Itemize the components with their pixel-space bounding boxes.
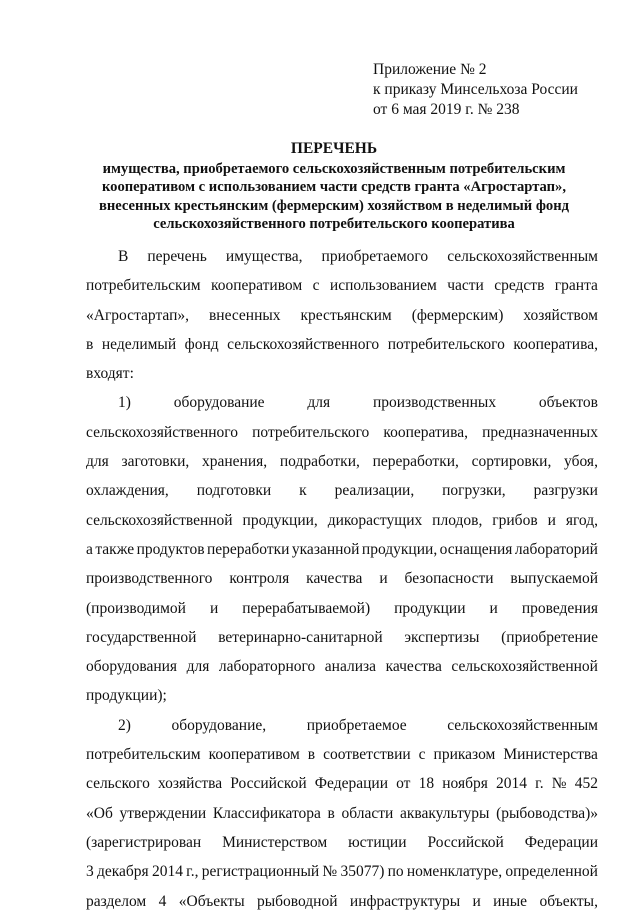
word: для: [186, 658, 210, 676]
word: Федерации: [314, 775, 388, 793]
word: сельского: [86, 775, 150, 793]
word: и: [472, 892, 481, 910]
word: Классификатора: [212, 804, 321, 822]
text-line: [86, 799, 598, 828]
word: качества: [306, 570, 363, 588]
word: г.,: [186, 863, 199, 881]
word: Федерации: [524, 833, 598, 851]
word: аквакультуры: [399, 804, 490, 822]
word: лабораторного: [218, 658, 316, 676]
word: кооперативом: [208, 746, 300, 764]
text-line: [86, 301, 598, 330]
word: погрузки,: [442, 482, 506, 500]
word: 3: [86, 863, 94, 881]
title-main: ПЕРЕЧЕНЬ: [290, 140, 378, 157]
word: хранения,: [202, 453, 268, 471]
word: ноября: [442, 775, 488, 793]
word: подработки,: [279, 453, 360, 471]
word: соответствии: [323, 746, 411, 764]
word: сельскохозяйственным: [447, 716, 598, 734]
word: сельскохозяйственным: [447, 248, 598, 265]
word: фонд: [184, 335, 219, 353]
document-body: [86, 242, 598, 916]
word: сортировки,: [471, 453, 552, 471]
text-line: [86, 476, 598, 505]
word: перерабатываемой): [242, 599, 371, 617]
word: выпускаемой: [510, 570, 598, 588]
word: иные: [493, 892, 528, 910]
word: 452: [574, 775, 598, 793]
word: ягод,: [565, 511, 598, 529]
word: для: [86, 453, 109, 471]
list-item-1: [86, 388, 598, 710]
word: Министерства: [503, 746, 598, 764]
word: 35077): [340, 863, 385, 881]
word: средств: [494, 277, 545, 295]
word: грибов: [492, 511, 538, 529]
word: в: [86, 335, 94, 353]
word: области: [341, 804, 394, 822]
word: также: [95, 540, 135, 558]
word: г.: [535, 775, 544, 793]
word: оборудование,: [171, 716, 267, 734]
text-line: [86, 564, 598, 593]
title-line: внесенных крестьянским (фермерским) хозяйством в неделимый фонд: [98, 197, 570, 214]
text-line: [86, 242, 598, 271]
word: дикорастущих: [327, 511, 423, 529]
word: и: [547, 511, 556, 529]
word: Российской: [427, 833, 504, 851]
word: юстиции: [348, 833, 407, 851]
word: потребительским: [86, 277, 201, 295]
word: и: [379, 570, 388, 588]
intro-paragraph: [86, 242, 598, 388]
list-item-2: [86, 711, 598, 916]
word: (зарегистрирован: [86, 833, 202, 851]
word: продуктов: [136, 540, 205, 558]
word: сельскохозяйственной: [86, 511, 233, 529]
word: разделом: [86, 892, 147, 910]
word: номенклатуре,: [406, 863, 503, 881]
word: Российской: [230, 775, 307, 793]
word: потребительским: [86, 746, 201, 764]
word: для: [307, 394, 331, 412]
word: указанной: [291, 540, 360, 558]
word: лабораторий: [514, 540, 598, 558]
word: Министерством: [222, 833, 328, 851]
word: и: [209, 599, 219, 617]
text-line: [86, 330, 598, 359]
word: имущества,: [225, 248, 303, 265]
word: приказом: [433, 746, 496, 764]
word: в: [307, 746, 316, 764]
text-line: [86, 447, 598, 476]
word: инфраструктуры: [349, 892, 461, 910]
word: №: [551, 775, 567, 793]
annex-header: [373, 60, 578, 120]
word: части: [447, 277, 484, 295]
title-line: имущества, приобретаемого сельскохозяйственным потребительским: [102, 160, 566, 177]
word: приобретаемое: [306, 716, 407, 734]
title-line: сельскохозяйственного потребительского кооператива: [153, 216, 515, 232]
word: безопасности: [404, 570, 494, 588]
word: «Агростартап»,: [86, 306, 190, 324]
word: кооператива,: [513, 335, 598, 353]
word: кооперативом: [211, 277, 303, 295]
word: проведения: [521, 599, 598, 617]
word: подготовки: [196, 482, 272, 500]
word: гранта: [554, 277, 598, 295]
word: плодов,: [432, 511, 483, 529]
text-line: входят:: [86, 365, 134, 383]
annex-order-ref: к приказу Минсельхоза России: [373, 81, 578, 98]
word: (фермерским): [411, 306, 504, 324]
word: объектов: [538, 394, 598, 412]
word: рыбоводной: [256, 892, 338, 910]
word: контроля: [229, 570, 290, 588]
word: хозяйством: [523, 306, 598, 324]
word: оснащения: [439, 540, 513, 558]
title-line: кооперативом с использованием части средств гранта «Агростартап»,: [101, 179, 567, 195]
word: и: [489, 599, 498, 617]
word: (приобретение: [501, 628, 598, 646]
word: анализа: [324, 658, 377, 676]
word: (рыбоводства)»: [496, 804, 598, 822]
annex-order-date: от 6 мая 2019 г. № 238: [373, 101, 520, 118]
word: «Об: [86, 804, 113, 822]
word: декабря: [96, 863, 149, 881]
word: с: [418, 746, 426, 764]
word: сельскохозяйственного: [86, 423, 239, 441]
word: 4: [158, 892, 167, 910]
word: продукции: [394, 599, 466, 617]
word: 2): [118, 716, 131, 734]
word: реализации,: [334, 482, 415, 500]
word: от: [396, 775, 411, 793]
word: переработки,: [372, 453, 459, 471]
annex-number: Приложение № 2: [373, 61, 487, 78]
text-line: [86, 711, 598, 740]
word: а: [86, 540, 93, 558]
word: хозяйства: [158, 775, 223, 793]
word: №: [322, 863, 338, 881]
word: к: [299, 482, 307, 500]
word: регистрационный: [201, 863, 320, 881]
word: оборудования: [86, 658, 178, 676]
word: оборудование: [173, 394, 265, 412]
word: производственного: [86, 570, 213, 588]
word: внесенных: [208, 306, 281, 324]
text-line: [86, 887, 598, 916]
word: приобретаемого: [321, 248, 429, 265]
word: продукции,: [361, 540, 438, 558]
word: в: [327, 804, 335, 822]
word: разгрузки: [533, 482, 598, 500]
word: неделимый: [101, 335, 177, 353]
word: 2014: [151, 863, 183, 881]
text-line: [86, 535, 598, 564]
text-line: [86, 418, 598, 447]
text-line: [86, 388, 598, 417]
text-line: [86, 740, 598, 769]
word: заготовки,: [121, 453, 190, 471]
word: 2014: [496, 775, 528, 793]
word: убоя,: [564, 453, 598, 471]
document-title: [60, 140, 608, 234]
text-line: [86, 506, 598, 535]
word: определенной: [505, 863, 598, 881]
word: кооператива,: [383, 423, 468, 441]
word: «Объекты: [178, 892, 245, 910]
word: экспертизы: [404, 628, 480, 646]
word: (производимой: [86, 599, 186, 617]
text-line: [86, 271, 598, 300]
word: ветеринарно-санитарной: [218, 628, 383, 646]
word: по: [387, 863, 404, 881]
word: сельскохозяйственной: [451, 658, 598, 676]
word: крестьянским: [300, 306, 392, 324]
text-line: продукции);: [86, 687, 167, 705]
word: переработки: [206, 540, 290, 558]
word: охлаждения,: [86, 482, 169, 500]
text-line: [86, 594, 598, 623]
word: государственной: [86, 628, 197, 646]
text-line: [86, 828, 598, 857]
word: утверждении: [119, 804, 207, 822]
word: качества: [385, 658, 442, 676]
word: потребительского: [387, 335, 505, 353]
word: сельскохозяйственного: [227, 335, 380, 353]
word: В: [118, 248, 129, 265]
word: потребительского: [252, 423, 370, 441]
word: продукции,: [242, 511, 318, 529]
word: объекты,: [539, 892, 598, 910]
word: 18: [418, 775, 435, 793]
word: производственных: [372, 394, 497, 412]
text-line: [86, 652, 598, 681]
word: 1): [118, 394, 131, 412]
word: с: [312, 277, 320, 295]
word: использованием: [329, 277, 437, 295]
text-line: [86, 769, 598, 798]
word: предназначенных: [482, 423, 598, 441]
text-line: [86, 623, 598, 652]
word: перечень: [147, 248, 207, 265]
text-line: [86, 857, 598, 886]
